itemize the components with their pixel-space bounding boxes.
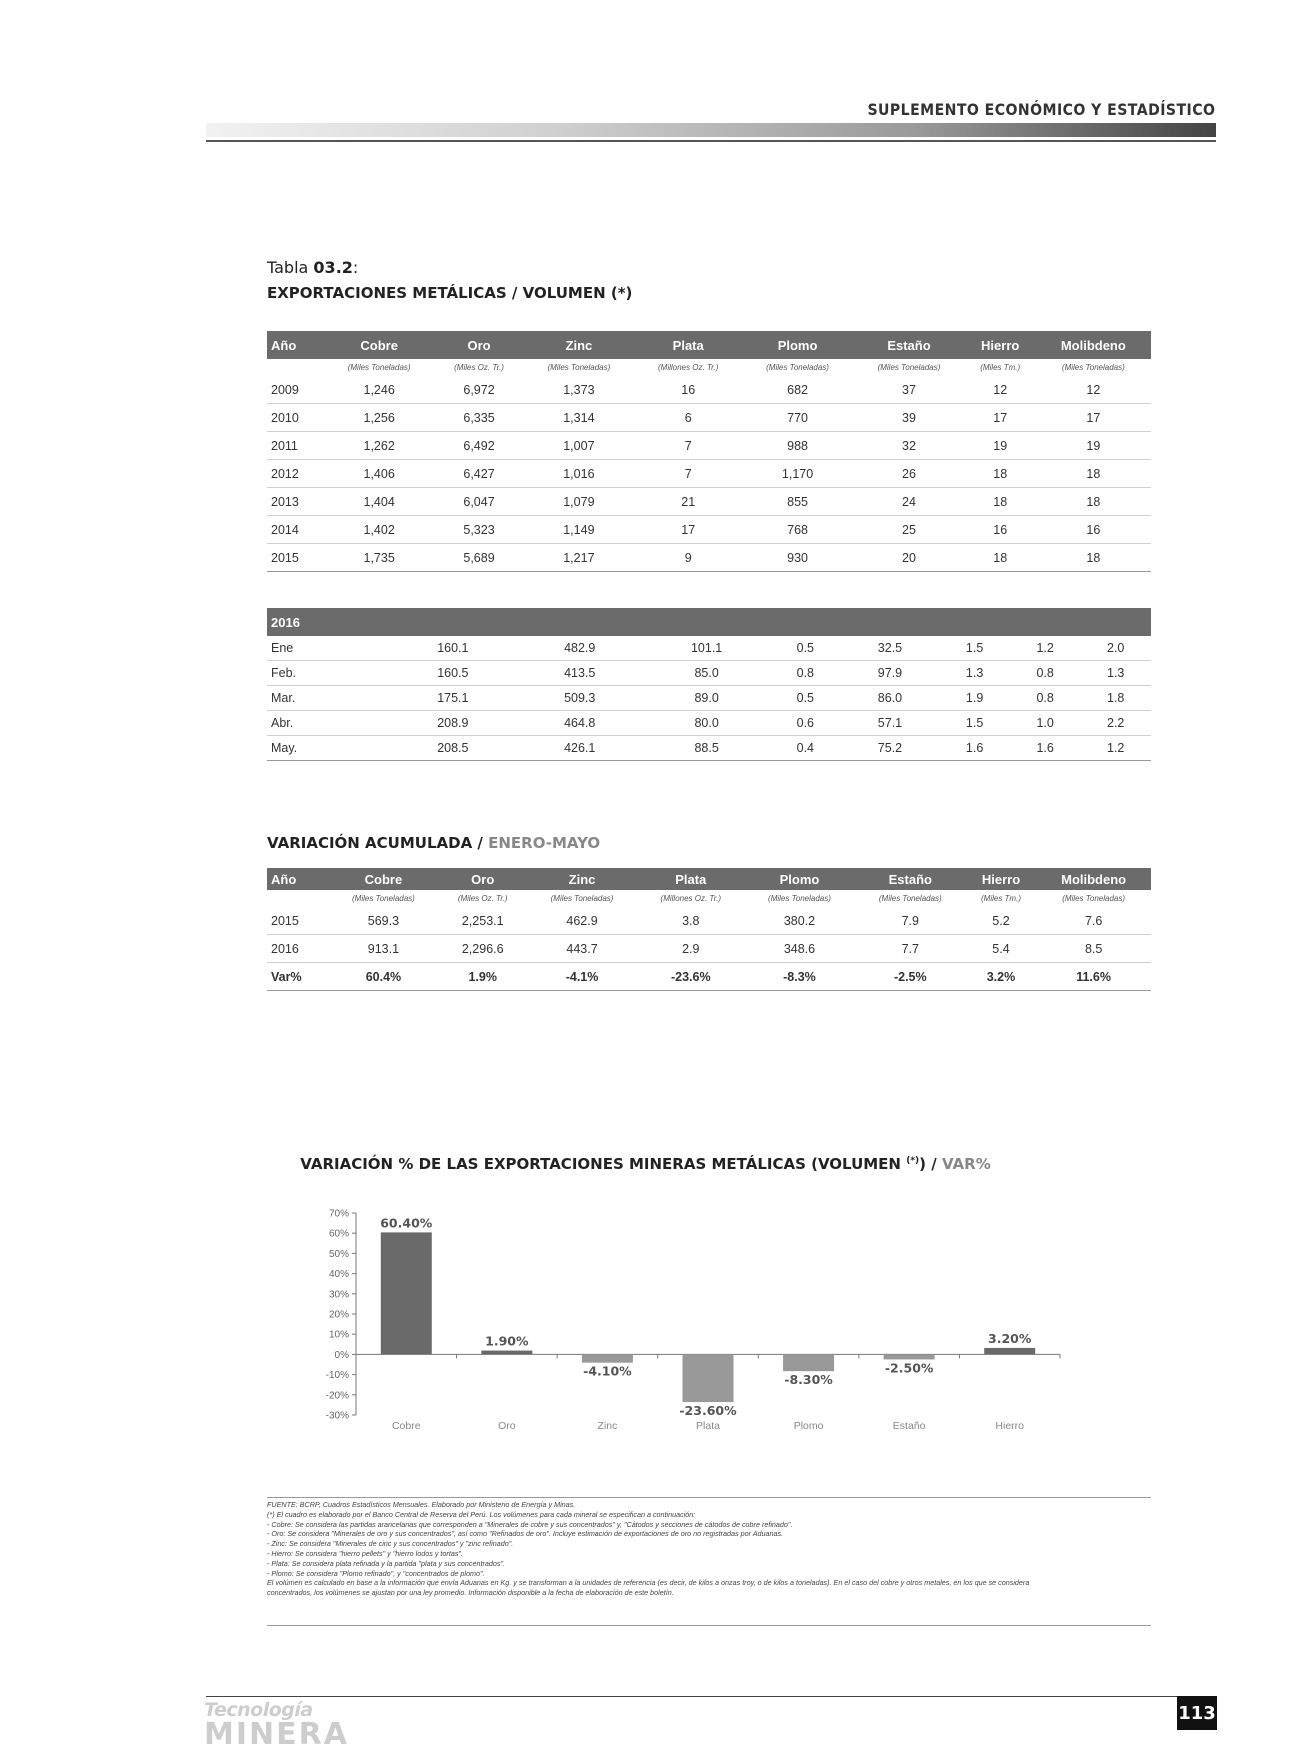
cell-molibdeno: 19 bbox=[1036, 432, 1151, 460]
cell-cobre: 1,406 bbox=[323, 460, 434, 488]
y-tick-label: 70% bbox=[328, 1208, 349, 1220]
table-row bbox=[267, 404, 1151, 432]
cell-molibdeno: 17 bbox=[1036, 404, 1151, 432]
cell-anio: May. bbox=[267, 736, 389, 761]
table-row bbox=[267, 460, 1151, 488]
unit-label: (Miles Toneladas) bbox=[1061, 363, 1125, 372]
cell-plata: 0.4 bbox=[770, 736, 841, 761]
cell-anio: Abr. bbox=[267, 711, 389, 736]
unit-label: (Miles Toneladas) bbox=[550, 894, 614, 903]
footnotes bbox=[267, 1500, 1151, 1598]
cell-cobre: 1,262 bbox=[323, 432, 434, 460]
column-header-estano: Estaño bbox=[855, 868, 966, 890]
cell-oro: 482.9 bbox=[516, 636, 643, 661]
footnote-line: concentrados, los volúmenes se ajustan por una ley promedio. Información disponible a la fecha de elaboración de este boletín. bbox=[267, 1588, 674, 1598]
chart-title-main: VARIACIÓN % DE LAS EXPORTACIONES MINERAS METÁLICAS (VOLUMEN bbox=[300, 1155, 907, 1173]
data-label: 60.40% bbox=[380, 1215, 433, 1231]
cell-plata: 21 bbox=[635, 488, 742, 516]
cell-plomo: 855 bbox=[742, 488, 853, 516]
cell-hierro: 18 bbox=[965, 544, 1036, 572]
data-label: -4.10% bbox=[583, 1363, 632, 1379]
cell-molibdeno: 18 bbox=[1036, 488, 1151, 516]
cell-estano: 20 bbox=[853, 544, 964, 572]
cell-cobre: 1,246 bbox=[323, 376, 434, 404]
table-title: EXPORTACIONES METÁLICAS / VOLUMEN (*) bbox=[267, 284, 633, 302]
cell-hierro: 1.2 bbox=[1010, 636, 1081, 661]
unit-label: (Miles Tm.) bbox=[980, 894, 1021, 903]
cell-zinc: 1,079 bbox=[523, 488, 634, 516]
cell-plomo: 770 bbox=[742, 404, 853, 432]
table-label-prefix: Tabla bbox=[267, 258, 314, 277]
cell-oro: 426.1 bbox=[516, 736, 643, 761]
cell-anio: 2015 bbox=[267, 907, 328, 935]
column-header-zinc: Zinc bbox=[523, 331, 634, 359]
unit-label: (Miles Toneladas) bbox=[1062, 894, 1126, 903]
data-label: -2.50% bbox=[884, 1360, 934, 1376]
cell-molibdeno: 18 bbox=[1036, 544, 1151, 572]
logo-top-text: Tecnología bbox=[204, 1699, 313, 1721]
bar-hierro bbox=[984, 1348, 1035, 1354]
unit-label: (Miles Oz. Tr.) bbox=[457, 894, 508, 903]
cell-plomo: -8.3% bbox=[744, 963, 855, 991]
category-label: Plata bbox=[696, 1420, 720, 1432]
cell-estano: 25 bbox=[853, 516, 964, 544]
cell-oro: 6,492 bbox=[435, 432, 523, 460]
unit-label: (Miles Toneladas) bbox=[878, 894, 942, 903]
table-row bbox=[267, 907, 1151, 935]
table-row bbox=[267, 516, 1151, 544]
cell-cobre: 1,735 bbox=[323, 544, 434, 572]
cell-hierro: 17 bbox=[965, 404, 1036, 432]
cell-estano: 24 bbox=[853, 488, 964, 516]
logo-bottom-text: MINERA bbox=[204, 1717, 349, 1752]
footnotes-bottom-rule bbox=[267, 1625, 1151, 1626]
cell-hierro: 0.8 bbox=[1010, 661, 1081, 686]
cell-anio: 2014 bbox=[267, 516, 323, 544]
footnote-line: - Zinc: Se considera "Minerales de cinc y sus concentrados" y "zinc refinado". bbox=[267, 1539, 514, 1549]
unit-label: (Miles Toneladas) bbox=[547, 363, 611, 372]
cell-cobre: 160.5 bbox=[389, 661, 516, 686]
cell-molibdeno: 1.3 bbox=[1080, 661, 1151, 686]
cell-cobre: 160.1 bbox=[389, 636, 516, 661]
cell-estano: 1.9 bbox=[939, 686, 1010, 711]
cell-hierro: 18 bbox=[965, 460, 1036, 488]
cell-plata: 17 bbox=[635, 516, 742, 544]
page-number: 113 bbox=[1177, 1696, 1217, 1730]
chart-title-accent: VAR% bbox=[941, 1155, 991, 1173]
cell-zinc: -4.1% bbox=[527, 963, 638, 991]
cell-anio: 2009 bbox=[267, 376, 323, 404]
cell-zinc: 1,016 bbox=[523, 460, 634, 488]
cell-plata: 0.6 bbox=[770, 711, 841, 736]
y-tick-label: 0% bbox=[334, 1349, 349, 1361]
cell-cobre: 60.4% bbox=[328, 963, 439, 991]
cell-plata: 0.8 bbox=[770, 661, 841, 686]
table-row bbox=[267, 636, 1151, 661]
y-tick-label: 50% bbox=[328, 1248, 349, 1260]
table-row bbox=[267, 661, 1151, 686]
cell-cobre: 208.5 bbox=[389, 736, 516, 761]
table-row bbox=[267, 736, 1151, 761]
column-header-hierro: Hierro bbox=[966, 868, 1037, 890]
cell-oro: 464.8 bbox=[516, 711, 643, 736]
cell-plomo: 1,170 bbox=[742, 460, 853, 488]
cell-molibdeno: 11.6% bbox=[1036, 963, 1151, 991]
table-row bbox=[267, 432, 1151, 460]
header-rule bbox=[206, 140, 1216, 142]
cell-plata: 7 bbox=[635, 460, 742, 488]
cell-anio: 2010 bbox=[267, 404, 323, 432]
cell-molibdeno: 2.2 bbox=[1080, 711, 1151, 736]
table-row bbox=[267, 935, 1151, 963]
cell-plata: -23.6% bbox=[637, 963, 744, 991]
column-header-hierro: Hierro bbox=[965, 331, 1036, 359]
cell-molibdeno: 12 bbox=[1036, 376, 1151, 404]
cell-plata: 2.9 bbox=[637, 935, 744, 963]
footnote-line: FUENTE: BCRP, Cuadros Estadísticos Mensuales. Elaborado por Ministerio de Energía y Minas. bbox=[267, 1500, 576, 1509]
cell-plomo: 97.9 bbox=[841, 661, 940, 686]
cell-cobre: 1,256 bbox=[323, 404, 434, 432]
variation-table bbox=[267, 868, 1151, 991]
cell-cobre: 1,404 bbox=[323, 488, 434, 516]
cell-hierro: 5.2 bbox=[966, 907, 1037, 935]
cell-molibdeno: 1.8 bbox=[1080, 686, 1151, 711]
data-label: 3.20% bbox=[988, 1330, 1032, 1346]
column-header-cobre: Cobre bbox=[323, 331, 434, 359]
cell-estano: 26 bbox=[853, 460, 964, 488]
column-header-oro: Oro bbox=[439, 868, 527, 890]
data-label: -23.60% bbox=[679, 1403, 737, 1419]
y-tick-label: 10% bbox=[328, 1329, 349, 1341]
footnote-line: (*) El cuadro es elaborado por el Banco Central de Reserva del Perú. Los volúmenes para cada mineral se especifican a continuación: bbox=[267, 1509, 696, 1519]
cell-oro: 509.3 bbox=[516, 686, 643, 711]
cell-anio: 2015 bbox=[267, 544, 323, 572]
unit-label bbox=[267, 890, 328, 907]
variation-title-main: VARIACIÓN ACUMULADA / bbox=[267, 834, 489, 852]
cell-plomo: 32.5 bbox=[841, 636, 940, 661]
column-header-plomo: Plomo bbox=[742, 331, 853, 359]
cell-zinc: 1,007 bbox=[523, 432, 634, 460]
cell-cobre: 175.1 bbox=[389, 686, 516, 711]
annual-exports-table bbox=[267, 331, 1151, 572]
cell-estano: 37 bbox=[853, 376, 964, 404]
unit-label: (Millones Oz. Tr.) bbox=[657, 363, 719, 372]
unit-label bbox=[267, 359, 323, 376]
y-tick-label: -30% bbox=[325, 1410, 349, 1422]
category-label: Plomo bbox=[793, 1420, 824, 1432]
unit-label: (Miles Toneladas) bbox=[766, 363, 829, 372]
y-tick-label: -20% bbox=[325, 1390, 349, 1402]
unit-label: (Miles Toneladas) bbox=[347, 363, 411, 372]
cell-cobre: 913.1 bbox=[328, 935, 439, 963]
column-header-plata: Plata bbox=[637, 868, 744, 890]
unit-label: (Miles Tm.) bbox=[980, 363, 1021, 372]
table-label-suffix: : bbox=[352, 258, 359, 277]
bar-plata bbox=[683, 1354, 734, 1402]
cell-plata: 6 bbox=[635, 404, 742, 432]
cell-estano: 1.5 bbox=[939, 636, 1010, 661]
column-header-molibdeno: Molibdeno bbox=[1036, 868, 1151, 890]
cell-plomo: 682 bbox=[742, 376, 853, 404]
cell-oro: 6,335 bbox=[435, 404, 523, 432]
table-header-row bbox=[267, 868, 1151, 890]
variation-title-accent: ENERO-MAYO bbox=[488, 834, 601, 852]
chart-title bbox=[0, 1155, 1291, 1173]
cell-plomo: 86.0 bbox=[841, 686, 940, 711]
footnote-line: - Cobre: Se considera las partidas arancelarias que corresponden a "Minerales de cobre y sus concentrados" y, "Cátodos y secciones de cátodos de cobre refinado". bbox=[267, 1519, 793, 1529]
cell-hierro: 12 bbox=[965, 376, 1036, 404]
cell-oro: 1.9% bbox=[439, 963, 527, 991]
cell-molibdeno: 2.0 bbox=[1080, 636, 1151, 661]
header-gradient-bar bbox=[206, 123, 1216, 137]
cell-anio: 2011 bbox=[267, 432, 323, 460]
bar-oro bbox=[481, 1351, 532, 1355]
y-tick-label: 20% bbox=[328, 1309, 349, 1321]
cell-zinc: 462.9 bbox=[527, 907, 638, 935]
cell-zinc: 1,314 bbox=[523, 404, 634, 432]
footnote-line: - Hierro: Se considera "hierro pellets" y "hierro lodos y tortas". bbox=[267, 1548, 463, 1558]
cell-oro: 5,689 bbox=[435, 544, 523, 572]
column-header-molibdeno: Molibdeno bbox=[1036, 331, 1151, 359]
cell-plomo: 75.2 bbox=[841, 736, 940, 761]
footnote-line: El volúmen es calculado en base a la información que envía Aduanas en Kg. y se transforman a la unidades de referencia (es decir, de kilos a onzas troy, o de kilos a toneladas). En el caso del cobre y otros metales, en los que se considera bbox=[267, 1578, 1030, 1588]
y-tick-label: 40% bbox=[328, 1269, 349, 1281]
column-header-zinc: Zinc bbox=[527, 868, 638, 890]
unit-label: (Miles Toneladas) bbox=[351, 894, 415, 903]
cell-plomo: 930 bbox=[742, 544, 853, 572]
table-row bbox=[267, 488, 1151, 516]
footnote-line: - Plomo: Se considera "Plomo refinado", y "concentrados de plomo". bbox=[267, 1568, 485, 1578]
cell-zinc: 443.7 bbox=[527, 935, 638, 963]
table-row bbox=[267, 686, 1151, 711]
cell-oro: 6,047 bbox=[435, 488, 523, 516]
cell-hierro: 19 bbox=[965, 432, 1036, 460]
monthly-header: 2016 bbox=[267, 608, 1151, 636]
table-row bbox=[267, 711, 1151, 736]
cell-estano: 1.3 bbox=[939, 661, 1010, 686]
cell-hierro: 0.8 bbox=[1010, 686, 1081, 711]
cell-plomo: 57.1 bbox=[841, 711, 940, 736]
unit-label: (Miles Toneladas) bbox=[877, 363, 941, 372]
unit-label: (Miles Toneladas) bbox=[768, 894, 831, 903]
chart-title-sup: (*) bbox=[906, 1156, 920, 1166]
units-row bbox=[267, 359, 1151, 376]
bar-zinc bbox=[582, 1354, 633, 1362]
cell-hierro: 3.2% bbox=[966, 963, 1037, 991]
cell-hierro: 1.0 bbox=[1010, 711, 1081, 736]
tecnologia-minera-logo bbox=[204, 1700, 349, 1750]
footnote-line: - Oro: Se considera "Minerales de oro y sus concentrados", así como "Refinados de oro". Incluye estimación de exportaciones de oro no registradas por Aduanas. bbox=[267, 1529, 784, 1539]
cell-plata: 7 bbox=[635, 432, 742, 460]
cell-zinc: 85.0 bbox=[643, 661, 770, 686]
bar-estaño bbox=[884, 1354, 935, 1359]
category-label: Oro bbox=[498, 1420, 516, 1432]
cell-molibdeno: 7.6 bbox=[1036, 907, 1151, 935]
cell-oro: 413.5 bbox=[516, 661, 643, 686]
column-header-plata: Plata bbox=[635, 331, 742, 359]
cell-oro: 6,427 bbox=[435, 460, 523, 488]
footnotes-top-rule bbox=[267, 1497, 1151, 1498]
unit-label: (Millones Oz. Tr.) bbox=[660, 894, 721, 903]
column-header-anio: Año bbox=[267, 868, 328, 890]
bar-cobre bbox=[381, 1232, 432, 1354]
cell-zinc: 1,149 bbox=[523, 516, 634, 544]
table-label-number: 03.2 bbox=[313, 258, 353, 277]
cell-plata: 9 bbox=[635, 544, 742, 572]
column-header-estano: Estaño bbox=[853, 331, 964, 359]
y-tick-label: -10% bbox=[325, 1370, 349, 1382]
cell-zinc: 1,217 bbox=[523, 544, 634, 572]
header-title: SUPLEMENTO ECONÓMICO Y ESTADÍSTICO bbox=[867, 100, 1215, 119]
cell-molibdeno: 18 bbox=[1036, 460, 1151, 488]
cell-plata: 16 bbox=[635, 376, 742, 404]
cell-molibdeno: 1.2 bbox=[1080, 736, 1151, 761]
cell-oro: 6,972 bbox=[435, 376, 523, 404]
cell-estano: 32 bbox=[853, 432, 964, 460]
cell-estano: 1.5 bbox=[939, 711, 1010, 736]
footer-rule bbox=[206, 1696, 1216, 1697]
cell-estano: 7.9 bbox=[855, 907, 966, 935]
data-label: -8.30% bbox=[784, 1372, 833, 1388]
cell-anio: Ene bbox=[267, 636, 389, 661]
cell-molibdeno: 16 bbox=[1036, 516, 1151, 544]
cell-molibdeno: 8.5 bbox=[1036, 935, 1151, 963]
units-row bbox=[267, 890, 1151, 907]
cell-plata: 0.5 bbox=[770, 686, 841, 711]
table-row bbox=[267, 963, 1151, 991]
cell-oro: 2,253.1 bbox=[439, 907, 527, 935]
cell-zinc: 101.1 bbox=[643, 636, 770, 661]
table-row bbox=[267, 376, 1151, 404]
cell-estano: 1.6 bbox=[939, 736, 1010, 761]
category-label: Estaño bbox=[892, 1420, 926, 1432]
cell-anio: Mar. bbox=[267, 686, 389, 711]
cell-plomo: 380.2 bbox=[744, 907, 855, 935]
footnote-line: - Plata: Se considera plata refinada y la partida "plata y sus concentrados". bbox=[267, 1558, 506, 1568]
cell-anio: Var% bbox=[267, 963, 328, 991]
chart-title-close: ) / bbox=[919, 1155, 942, 1173]
category-label: Zinc bbox=[597, 1420, 618, 1432]
column-header-cobre: Cobre bbox=[328, 868, 439, 890]
cell-anio: 2012 bbox=[267, 460, 323, 488]
cell-hierro: 16 bbox=[965, 516, 1036, 544]
cell-plata: 0.5 bbox=[770, 636, 841, 661]
cell-hierro: 18 bbox=[965, 488, 1036, 516]
column-header-plomo: Plomo bbox=[744, 868, 855, 890]
cell-zinc: 1,373 bbox=[523, 376, 634, 404]
cell-plomo: 768 bbox=[742, 516, 853, 544]
category-label: Cobre bbox=[391, 1420, 421, 1432]
cell-anio: Feb. bbox=[267, 661, 389, 686]
cell-cobre: 1,402 bbox=[323, 516, 434, 544]
cell-zinc: 89.0 bbox=[643, 686, 770, 711]
cell-zinc: 80.0 bbox=[643, 711, 770, 736]
cell-plomo: 988 bbox=[742, 432, 853, 460]
cell-zinc: 88.5 bbox=[643, 736, 770, 761]
cell-cobre: 208.9 bbox=[389, 711, 516, 736]
cell-estano: -2.5% bbox=[855, 963, 966, 991]
cell-oro: 5,323 bbox=[435, 516, 523, 544]
bar-plomo bbox=[783, 1354, 834, 1371]
cell-plomo: 348.6 bbox=[744, 935, 855, 963]
cell-plata: 3.8 bbox=[637, 907, 744, 935]
cell-anio: 2013 bbox=[267, 488, 323, 516]
variation-bar-chart bbox=[300, 1192, 1100, 1432]
variation-title bbox=[267, 834, 600, 852]
table-label bbox=[267, 258, 358, 277]
cell-estano: 39 bbox=[853, 404, 964, 432]
data-label: 1.90% bbox=[485, 1333, 529, 1349]
column-header-oro: Oro bbox=[435, 331, 523, 359]
column-header-anio: Año bbox=[267, 331, 323, 359]
table-header-row bbox=[267, 331, 1151, 359]
monthly-2016-table bbox=[267, 608, 1151, 761]
y-tick-label: 30% bbox=[328, 1289, 349, 1301]
cell-hierro: 5.4 bbox=[966, 935, 1037, 963]
y-tick-label: 60% bbox=[328, 1228, 349, 1240]
cell-estano: 7.7 bbox=[855, 935, 966, 963]
cell-hierro: 1.6 bbox=[1010, 736, 1081, 761]
category-label: Hierro bbox=[995, 1420, 1025, 1432]
cell-cobre: 569.3 bbox=[328, 907, 439, 935]
cell-oro: 2,296.6 bbox=[439, 935, 527, 963]
cell-anio: 2016 bbox=[267, 935, 328, 963]
table-row bbox=[267, 544, 1151, 572]
unit-label: (Miles Oz. Tr.) bbox=[454, 363, 504, 372]
